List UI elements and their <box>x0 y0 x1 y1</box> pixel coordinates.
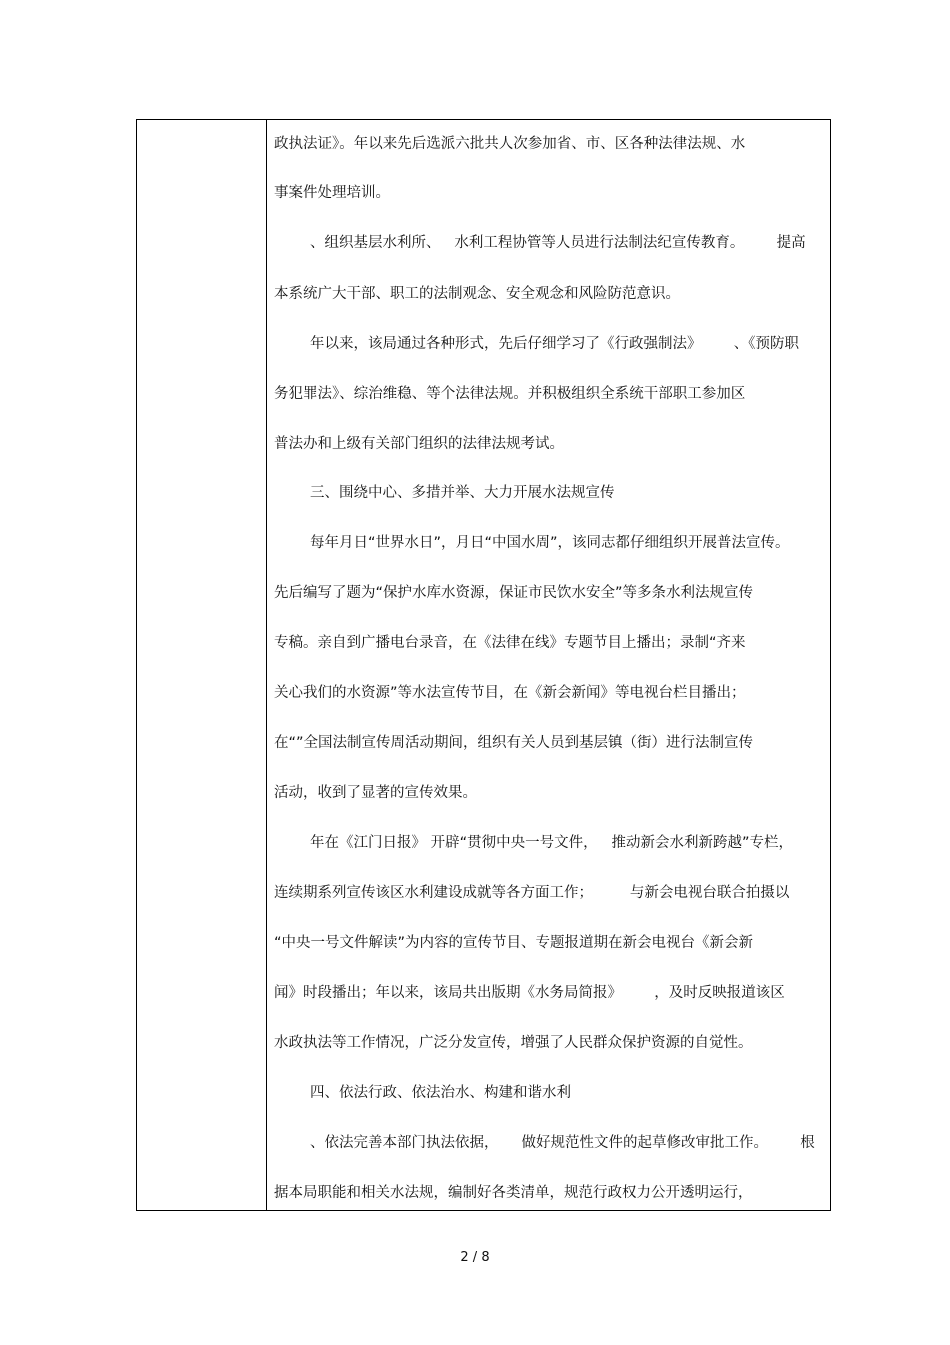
text-line: 政执法证》。年以来先后选派六批共人次参加省、市、区各种法律法规、水 <box>274 136 746 152</box>
text-line: 年以来，该局通过各种形式，先后仔细学习了《行政强制法》 、《预防职 <box>310 336 800 352</box>
text-line: 普法办和上级有关部门组织的法律法规考试。 <box>274 436 564 452</box>
section-heading: 三、围绕中心、多措并举、大力开展水法规宣传 <box>310 485 615 501</box>
text-line: 专稿。亲自到广播电台录音，在《法律在线》专题节目上播出；录制“齐来 <box>274 635 746 651</box>
page-number: 2 / 8 <box>460 1250 490 1265</box>
text-line: 先后编写了题为“保护水库水资源，保证市民饮水安全”等多条水利法规宣传 <box>274 585 754 601</box>
text-line: 务犯罪法》、综治维稳、等个法律法规。并积极组织全系统干部职工参加区 <box>274 386 746 402</box>
text-line: 活动，收到了显著的宣传效果。 <box>274 785 477 801</box>
column-divider <box>266 119 267 1211</box>
section-heading: 四、依法行政、依法治水、构建和谐水利 <box>310 1085 571 1101</box>
text-line: 本系统广大干部、职工的法制观念、安全观念和风险防范意识。 <box>274 286 680 302</box>
text-line: 水政执法等工作情况，广泛分发宣传，增强了人民群众保护资源的自觉性。 <box>274 1035 753 1051</box>
text-line: 在“”全国法制宣传周活动期间，组织有关人员到基层镇（街）进行法制宣传 <box>274 735 754 751</box>
text-line: 每年月日“世界水日”，月日“中国水周”，该同志都仔细组织开展普法宣传。 <box>310 535 790 551</box>
text-line: 据本局职能和相关水法规，编制好各类清单，规范行政权力公开透明运行， <box>274 1185 753 1201</box>
text-line: 、依法完善本部门执法依据， 做好规范性文件的起草修改审批工作。 根 <box>310 1135 815 1151</box>
text-line: 闻》时段播出；年以来，该局共出版期《水务局简报》 ，及时反映报道该区 <box>274 985 785 1001</box>
text-line: 年在《江门日报》 开辟“贯彻中央一号文件， 推动新会水利新跨越”专栏， <box>310 835 793 851</box>
text-line: “中央一号文件解读”为内容的宣传节目、专题报道期在新会电视台《新会新 <box>274 935 754 951</box>
text-line: 、组织基层水利所、 水利工程协管等人员进行法制法纪宣传教育。 提高 <box>310 235 806 251</box>
text-line: 关心我们的水资源”等水法宣传节目，在《新会新闻》等电视台栏目播出； <box>274 685 746 701</box>
text-line: 连续期系列宣传该区水利建设成就等各方面工作； 与新会电视台联合拍摄以 <box>274 885 790 901</box>
text-line: 事案件处理培训。 <box>274 185 390 201</box>
